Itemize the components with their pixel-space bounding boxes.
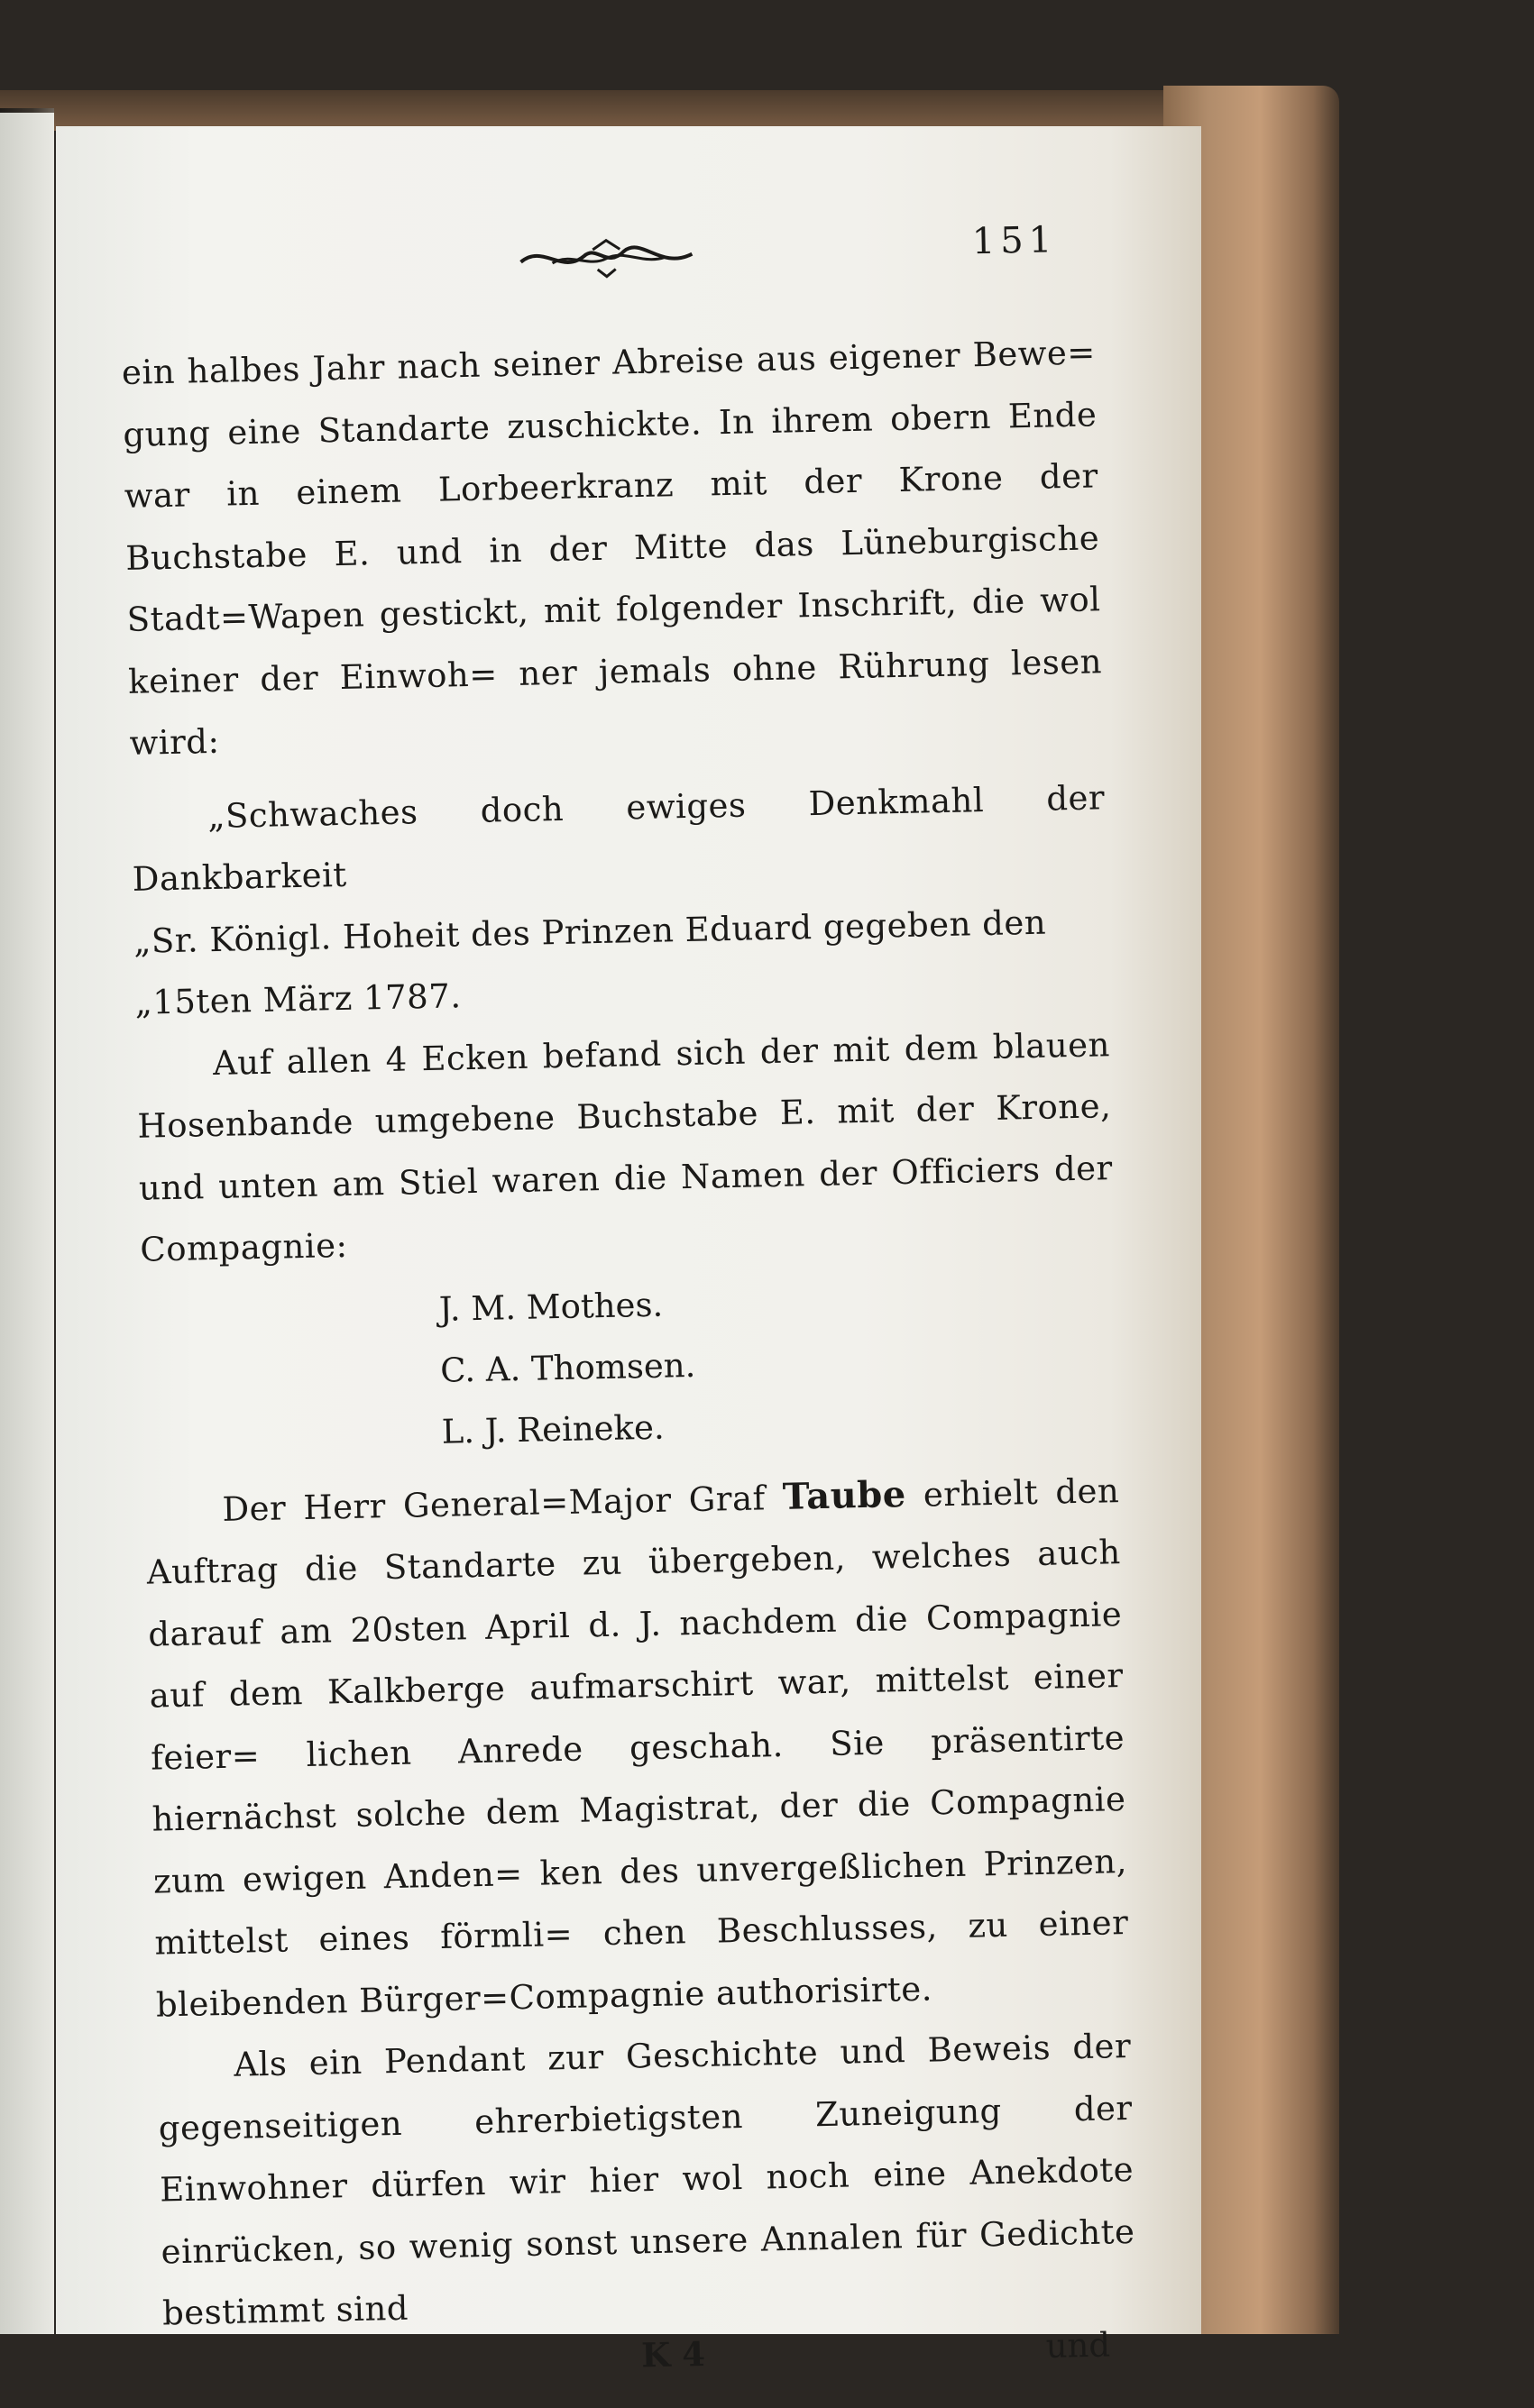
catchword: und [1045,2324,1111,2366]
inscription-line-2: „Sr. Königl. Hoheit des Prinzen Eduard gegeben den [133,902,1047,961]
paragraph-3 [145,1460,1131,2037]
paragraph-2: Auf allen 4 Ecken befand sich der mit dem blauen Hosenbande umgebene Buchstabe E. mit der Krone, und unten am Stiel waren die Namen der Officiers der Compagnie: [137,1024,1114,1269]
page-text-block [119,219,1138,2408]
paragraph-1: ein halbes Jahr nach seiner Abreise aus eigener Bewe= gung eine Standarte zuschickte. In ihrem obern Ende war in einem Lorbeerkranz mit der Krone der Buchstabe E. und in der Mitte das Lüneburgische Stadt=Wapen gestickt, mit folgender Inschrift, die wol keiner der Einwoh= ner jemals ohne Rührung lesen wird: [121,333,1103,763]
officer-names [141,1265,1118,1470]
facing-page-edge [0,113,54,2334]
paragraph-3-start: Der Herr General=Major Graf [221,1478,784,1529]
paragraph-4: Als ein Pendant zur Geschichte und Beweis der gegenseitigen ehrerbietigsten Zuneigung der Einwohner dürfen wir hier wol noch eine Anekdote einrücken, so wenig sonst unsere Annalen für Gedichte bestimmt sind [158,2026,1135,2333]
inscription-line-1: „Schwaches doch ewiges Denkmahl der Dankbarkeit [132,777,1106,899]
book-page [56,126,1201,2375]
officer-name: J. M. Mothes. [438,1285,664,1329]
name-taube: Taube [782,1472,907,1518]
paragraph-3-rest: erhielt den Auftrag die Standarte zu übergeben, welches auch darauf am 20sten April d. J. nachdem die Compagnie auf dem Kalkberge aufmarschirt war, mittelst einer feier= lichen Anrede geschah. Sie präsentirte hiernächst solche dem Magistrat, der die Compagnie zum ewigen Anden= ken des unvergeßlichen Prinzen, mittelst eines förmli= chen Beschlusses, zu einer bleibenden Bürger=Compagnie authorisirte. [146,1470,1129,2025]
book-top-edge [0,90,1299,131]
officer-name: L. J. Reineke. [441,1407,666,1451]
running-head [119,219,1095,343]
page-number: 151 [971,219,1058,263]
inscription-line-3: „15ten März 1787. [134,976,462,1022]
fleuron-ornament-icon [516,232,697,285]
signature-mark: K 4 [640,2333,706,2375]
officer-name: C. A. Thomsen. [439,1345,696,1390]
